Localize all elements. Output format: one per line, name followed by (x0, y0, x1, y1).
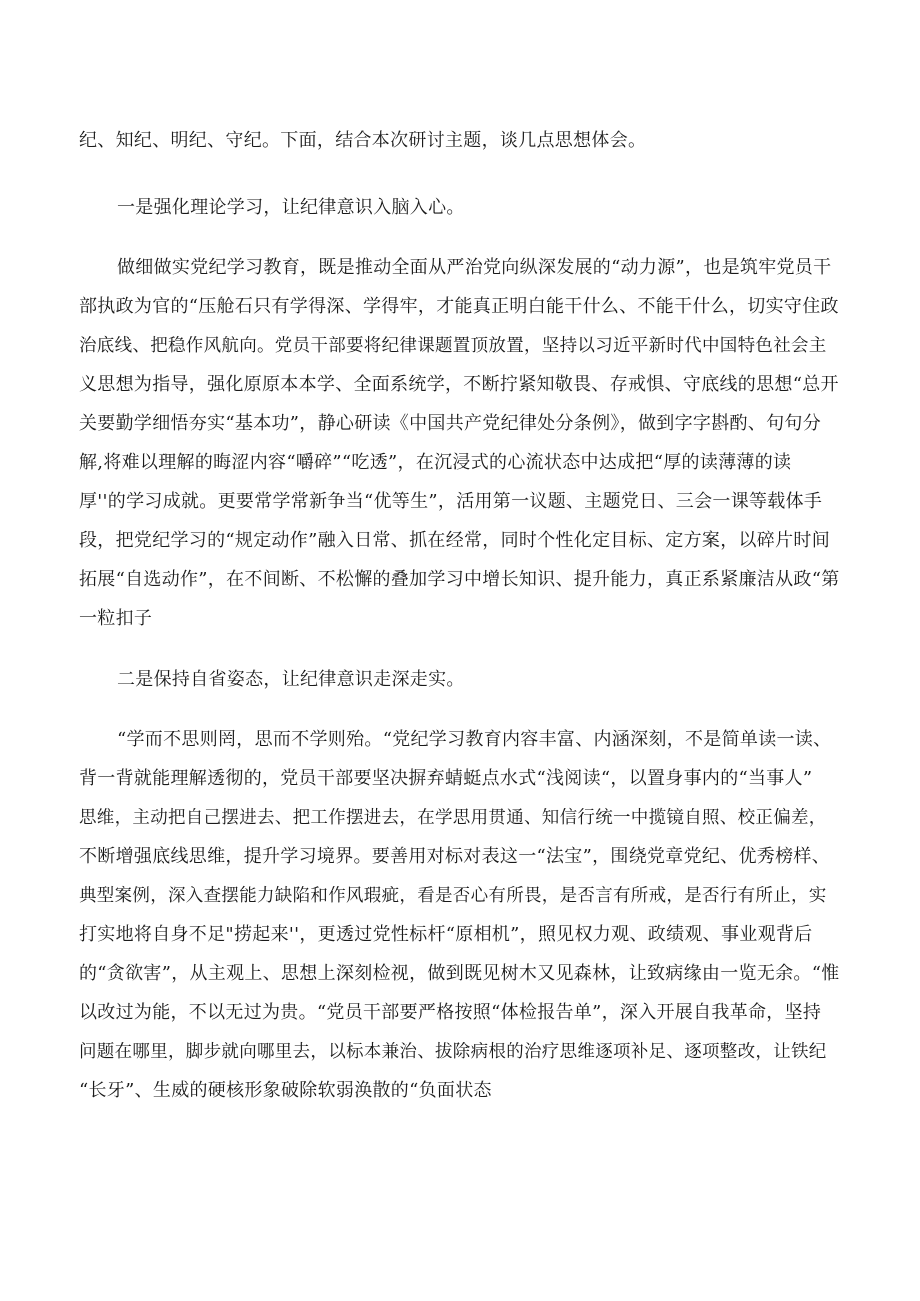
text-line: 厚''的学习成就。更要常学常新争当“优等生”，活用第一议题、主题党日、三会一课等载体手 (79, 491, 823, 512)
text-line: “长牙”、生威的硬核形象破除软弱涣散的“负面状态 (79, 1080, 492, 1101)
text-line: 义思想为指导，强化原原本本学、全面系统学，不断拧紧知敬畏、存戒惧、守底线的思想“总开 (79, 374, 839, 395)
text-line: 部执政为官的“压舱石只有学得深、学得牢，才能真正明白能干什么、不能干什么，切实守住政 (79, 296, 839, 317)
text-line: 思维，主动把自己摆进去、把工作摆进去，在学思用贯通、知信行统一中揽镜自照、校正偏差， (79, 808, 827, 828)
text-line: 不断增强底线思维，提升学习境界。要善用对标对表这一“法宝”，围绕党章党纪、优秀榜样、 (79, 846, 830, 867)
text-line: “学而不思则罔，思而不学则殆。“党纪学习教育内容丰富、内涵深刻，不是简单读一读、 (117, 729, 832, 750)
section-heading: 二是保持自省姿态，让纪律意识走深走实。 (117, 669, 465, 690)
text-line: 的“贪欲害”，从主观上、思想上深刻检视，做到既见树木又见森林，让致病缘由一览无余。“惟 (79, 963, 840, 984)
text-line: 拓展“自选动作”，在不间断、不松懈的叠加学习中增长知识、提升能力，真正系紧廉洁从政“第 (79, 569, 840, 590)
text-line: 打实地将自身不足"捞起来''，更透过党性标杆“原相机”，照见权力观、政绩观、事业观背后 (79, 924, 813, 945)
text-line: 治底线、把稳作风航向。党员干部要将纪律课题置顶放置，坚持以习近平新时代中国特色社会主 (79, 336, 827, 356)
text-line: 做细做实党纪学习教育，既是推动全面从严治党向纵深发展的“动力源”，也是筑牢党员干 (117, 257, 832, 278)
text-line: 关要勤学细悟夯实“基本功”，静心研读《中国共产党纪律处分条例》，做到字字斟酌、句句分 (79, 413, 821, 434)
text-line: 解,将难以理解的晦涩内容“嚼碎”“吃透”，在沉浸式的心流状态中达成把“厚的读薄薄的读 (79, 452, 792, 473)
text-line: 一粒扣子 (79, 608, 153, 629)
section-heading: 一是强化理论学习，让纪律意识入脑入心。 (117, 197, 465, 218)
text-line: 纪、知纪、明纪、守纪。下面，结合本次研讨主题，谈几点思想体会。 (79, 130, 647, 151)
text-line: 背一背就能理解透彻的，党员干部要坚决摒弃蜻蜓点水式“浅阅读“，以置身事内的“当事人” (79, 768, 813, 789)
text-line: 以改过为能，不以无过为贵。“党员干部要严格按照“体检报告单”，深入开展自我革命，坚持 (79, 1002, 822, 1023)
text-line: 典型案例，深入查摆能力缺陷和作风瑕疵，看是否心有所畏，是否言有所戒，是否行有所止，实 (79, 886, 827, 906)
text-line: 问题在哪里，脚步就向哪里去，以标本兼治、拔除病根的治疗思维逐项补足、逐项整改，让铁纪 (79, 1042, 827, 1062)
text-line: 段，把党纪学习的“规定动作”融入日常、抓在经常，同时个性化定目标、定方案，以碎片时间 (79, 530, 830, 551)
